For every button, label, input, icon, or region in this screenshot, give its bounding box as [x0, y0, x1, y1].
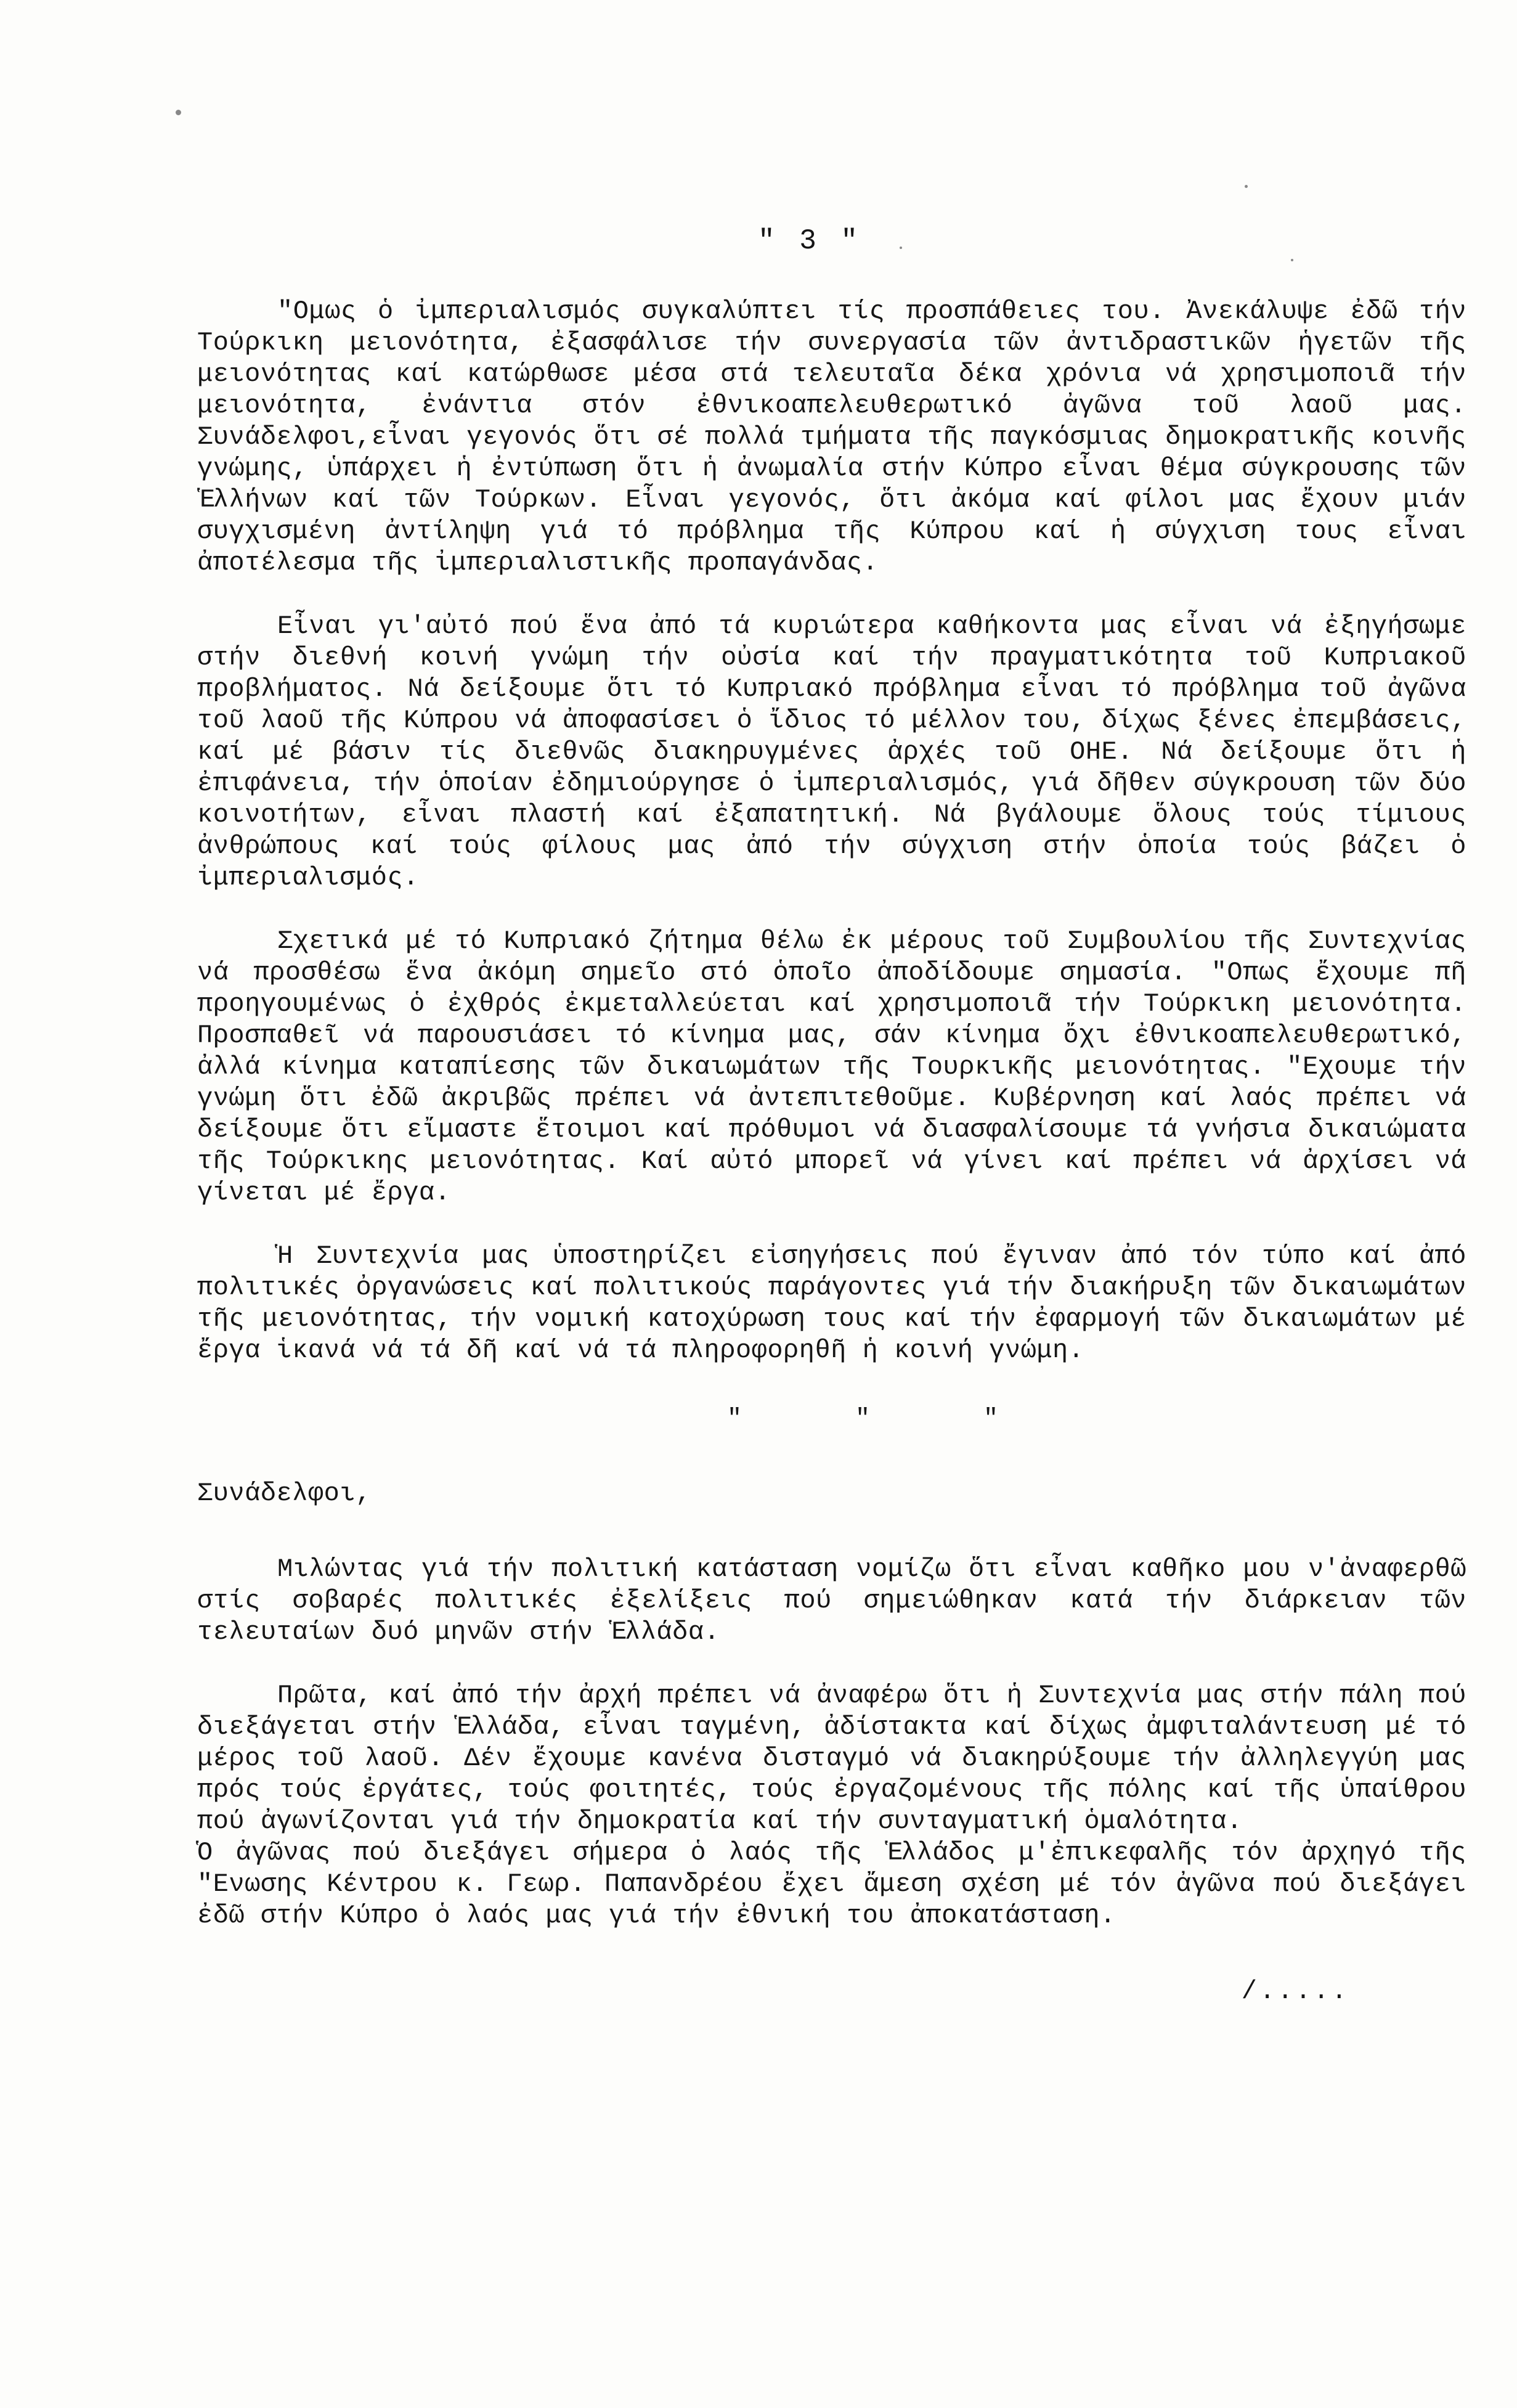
scan-speck — [1245, 185, 1248, 188]
paragraph: Σχετικά μέ τό Κυπριακό ζήτημα θέλω ἐκ μέρους τοῦ Συμβουλίου τῆς Συντεχνίας νά προσθέσω ἕνα ἀκόμη σημεῖο στό ὁποῖο ἀποδίδουμε σημασία. "Οπως ἔχουμε πῆ προηγουμένως ὁ ἐχθρός ἐκμεταλλεύεται καί χρησιμοποιᾶ τήν Τούρκικη μειονότητα. Προσπαθεῖ νά παρουσιάσει τό κίνημα μας, σάν κίνημα ὄχι ἐθνικοαπελευθερωτικό, ἀλλά κίνημα καταπίεσης τῶν δικαιωμάτων τῆς Τουρκικῆς μειονότητας. "Εχουμε τήν γνώμη ὅτι ἐδῶ ἀκριβῶς πρέπει νά ἀντεπιτεθοῦμε. Κυβέρνηση καί λαός πρέπει νά δείξουμε ὅτι εἴμαστε ἕτοιμοι καί πρόθυμοι νά διασφαλίσουμε τά γνήσια δικαιώματα τῆς Τούρκικης μειονότητας. Καί αὐτό μπορεῖ νά γίνει καί πρέπει νά ἀρχίσει νά γίνεται μέ ἔργα. — [197, 926, 1466, 1207]
paragraph: Εἶναι γι'αὐτό πού ἕνα ἀπό τά κυριώτερα καθήκοντα μας εἶναι νά ἐξηγήσωμε στήν διεθνή κοινή γνώμη τήν οὐσία καί τήν πραγματικότητα τοῦ Κυπριακοῦ προβλήματος. Νά δείξουμε ὅτι τό Κυπριακό πρόβλημα εἶναι τό πρόβλημα τοῦ ἀγῶνα τοῦ λαοῦ τῆς Κύπρου νά ἀποφασίσει ὁ ἴδιος τό μέλλον του, δίχως ξένες ἐπεμβάσεις, καί μέ βάσιν τίς διεθνῶς διακηρυγμένες ἀρχές τοῦ ΟΗΕ. Νά δείξουμε ὅτι ἡ ἐπιφάνεια, τήν ὁποίαν ἐδημιούργησε ὁ ἰμπεριαλισμός, γιά δῆθεν σύγκρουση τῶν δύο κοινοτήτων, εἶναι πλαστή καί ἐξαπατητική. Νά βγάλουμε ὅλους τούς τίμιους ἀνθρώπους καί τούς φίλους μας ἀπό τήν σύγχιση στήν ὁποία τούς βάζει ὁ ἰμπεριαλισμός. — [197, 611, 1466, 892]
paragraph: "Ομως ὁ ἰμπεριαλισμός συγκαλύπτει τίς προσπάθειες του. Ἀνεκάλυψε ἐδῶ τήν Τούρκικη μειονότητα, ἐξασφάλισε τήν συνεργασία τῶν ἀντιδραστικῶν ἡγετῶν τῆς μειονότητας καί κατώρθωσε μέσα στά τελευταῖα δέκα χρόνια νά χρησιμοποιᾶ τήν μειονότητα, ἐνάντια στόν ἐθνικοαπελευθερωτικό ἀγῶνα τοῦ λαοῦ μας. Συνάδελφοι,εἶναι γεγονός ὅτι σέ πολλά τμήματα τῆς παγκόσμιας δημοκρατικῆς κοινῆς γνώμης, ὑπάρχει ἡ ἐντύπωση ὅτι ἡ ἀνωμαλία στήν Κύπρο εἶναι θέμα σύγκρουσης τῶν Ἑλλήνων καί τῶν Τούρκων. Εἶναι γεγονός, ὅτι ἀκόμα καί φίλοι μας ἔχουν μιάν συγχισμένη ἀντίληψη γιά τό πρόβλημα τῆς Κύπρου καί ἡ σύγχιση τους εἶναι ἀποτέλεσμα τῆς ἰμπεριαλιστικῆς προπαγάνδας. — [197, 296, 1466, 578]
paragraph: Μιλώντας γιά τήν πολιτική κατάσταση νομίζω ὅτι εἶναι καθῆκο μου ν'ἀναφερθῶ στίς σοβαρές πολιτικές ἐξελίξεις πού σημειώθηκαν κατά τήν διάρκειαν τῶν τελευταίων δυό μηνῶν στήν Ἑλλάδα. — [197, 1554, 1466, 1647]
page-number: " 3 " — [758, 225, 862, 257]
continuation-mark: /..... — [1241, 1977, 1349, 2006]
scan-speck — [1291, 259, 1293, 261]
scan-speck — [900, 247, 902, 249]
scan-speck — [176, 110, 181, 115]
section-separator: " " " — [726, 1405, 1048, 1433]
paragraph: Πρῶτα, καί ἀπό τήν ἀρχή πρέπει νά ἀναφέρω ὅτι ἡ Συντεχνία μας στήν πάλη πού διεξάγεται στήν Ἑλλάδα, εἶναι ταγμένη, ἀδίστακτα καί δίχως ἀμφιταλάντευση μέ τό μέρος τοῦ λαοῦ. Δέν ἔχουμε κανένα δισταγμό νά διακηρύξουμε τήν ἀλληλεγγύη μας πρός τούς ἐργάτες, τούς φοιτητές, τούς ἐργαζομένους τῆς πόλης καί τῆς ὑπαίθρου πού ἀγωνίζονται γιά τήν δημοκρατία καί τήν συνταγματική ὁμαλότητα. — [197, 1681, 1466, 1836]
paragraph: Ὁ ἀγῶνας πού διεξάγει σήμερα ὁ λαός τῆς Ἑλλάδος μ'ἐπικεφαλῆς τόν ἀρχηγό τῆς "Ενωσης Κέντρου κ. Γεωρ. Παπανδρέου ἔχει ἄμεση σχέση μέ τόν ἀγῶνα πού διεξάγει ἐδῶ στήν Κύπρο ὁ λαός μας γιά τήν ἐθνική του ἀποκατάσταση. — [197, 1838, 1466, 1930]
paragraph: Ἡ Συντεχνία μας ὑποστηρίζει εἰσηγήσεις πού ἔγιναν ἀπό τόν τύπο καί ἀπό πολιτικές ὀργανώσεις καί πολιτικούς παράγοντες γιά τήν διακήρυξη τῶν δικαιωμάτων τῆς μειονότητας, τήν νομική κατοχύρωση τους καί τήν ἐφαρμογή τῶν δικαιωμάτων μέ ἔργα ἱκανά νά τά δῆ καί νά τά πληροφορηθῆ ἡ κοινή γνώμη. — [197, 1241, 1466, 1365]
document-body — [197, 296, 1466, 2007]
salutation: Συνάδελφοι, — [197, 1479, 372, 1508]
